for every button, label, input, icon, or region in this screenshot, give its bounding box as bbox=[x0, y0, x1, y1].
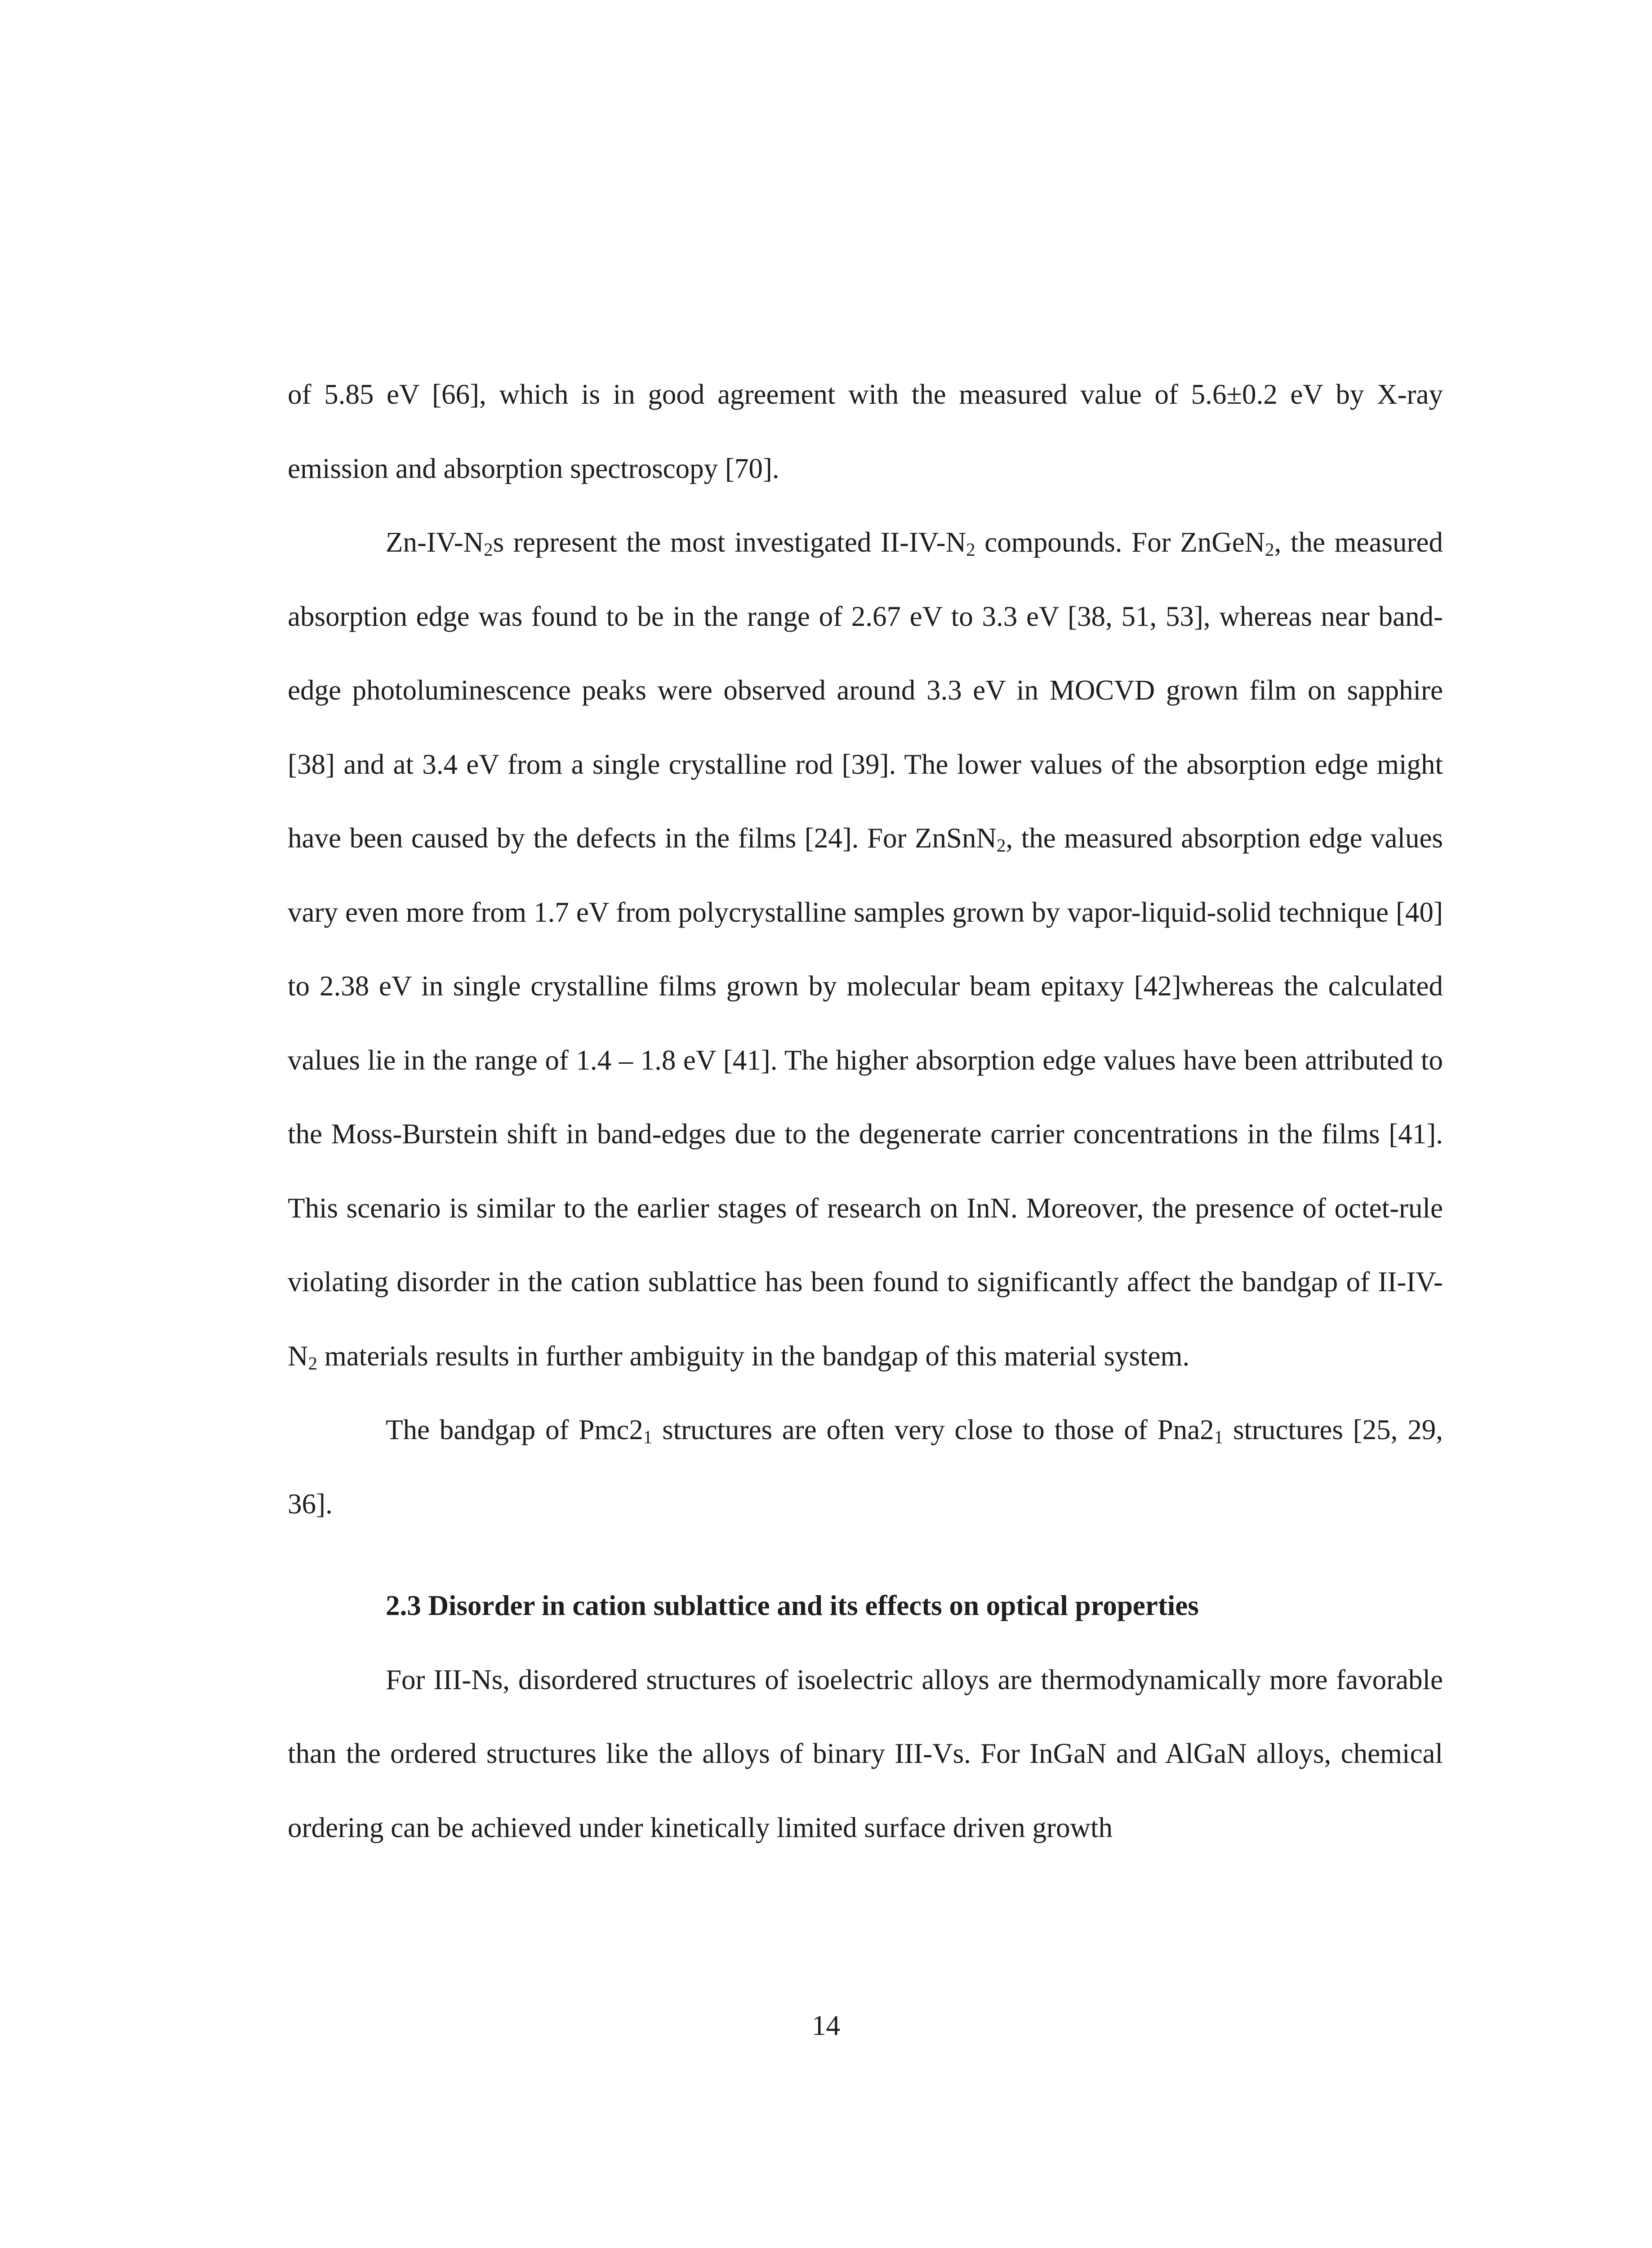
text-run: For III-Ns, disordered structures of isoelectric alloys are thermodynamically more favorable than the ordered structures like the alloys of binary III-Vs. For InGaN and AlGaN alloys, chemical ordering can be achieved under kinetically limited surface driven growth bbox=[288, 1664, 1443, 1843]
text-run: compounds. For ZnGeN bbox=[975, 526, 1265, 558]
page-number: 14 bbox=[812, 2010, 840, 2041]
paragraph bbox=[288, 1643, 1443, 1865]
text-run: materials results in further ambiguity in the bandgap of this material system. bbox=[317, 1340, 1190, 1372]
text-run: structures [25, 29, 36]. bbox=[288, 1414, 1443, 1520]
subscript: 2 bbox=[997, 835, 1006, 856]
subscript: 2 bbox=[1265, 540, 1274, 560]
subscript: 2 bbox=[966, 540, 975, 560]
subscript: 1 bbox=[1214, 1427, 1224, 1447]
subscript: 2 bbox=[484, 540, 493, 560]
text-run: , the measured absorption edge was found to be in the range of 2.67 eV to 3.3 eV [38, 51, 53], whereas near band-edge photoluminescence peaks were observed around 3.3 eV in MOCVD grown film on sapphire [38] and at 3.4 eV from a single crystalline rod [39]. The lower values of the absorption edge might have been caused by the defects in the films [24]. For ZnSnN bbox=[288, 526, 1443, 854]
subscript: 2 bbox=[308, 1353, 317, 1374]
text-run: Zn-IV-N bbox=[386, 526, 484, 558]
paragraphs-before-heading bbox=[288, 357, 1443, 1541]
paragraph bbox=[288, 1393, 1443, 1541]
paragraph bbox=[288, 505, 1443, 1393]
paragraphs-after-heading bbox=[288, 1643, 1443, 1865]
text-run: of 5.85 eV [66], which is in good agreement with the measured value of 5.6±0.2 eV by X-ray emission and absorption spectroscopy [70]. bbox=[288, 379, 1443, 484]
text-run: s represent the most investigated II-IV-N bbox=[493, 526, 966, 558]
text-run: structures are often very close to those of Pna2 bbox=[652, 1414, 1214, 1445]
section-heading: 2.3 Disorder in cation sublattice and its effects on optical properties bbox=[386, 1590, 1199, 1621]
text-run: , the measured absorption edge values vary even more from 1.7 eV from polycrystalline samples grown by vapor-liquid-solid technique [40] to 2.38 eV in single crystalline films grown by molecular beam epitaxy [42]whereas the calculated values lie in the range of 1.4 – 1.8 eV [41]. The higher absorption edge values have been attributed to the Moss-Burstein shift in band-edges due to the degenerate carrier concentrations in the films [41]. This scenario is similar to the earlier stages of research on InN. Moreover, the presence of octet-rule violating disorder in the cation sublattice has been found to significantly affect the bandgap of II-IV-N bbox=[288, 822, 1443, 1372]
subscript: 1 bbox=[643, 1427, 653, 1447]
paragraph bbox=[288, 357, 1443, 505]
body-text bbox=[288, 357, 1443, 1864]
text-run: The bandgap of Pmc2 bbox=[386, 1414, 643, 1445]
